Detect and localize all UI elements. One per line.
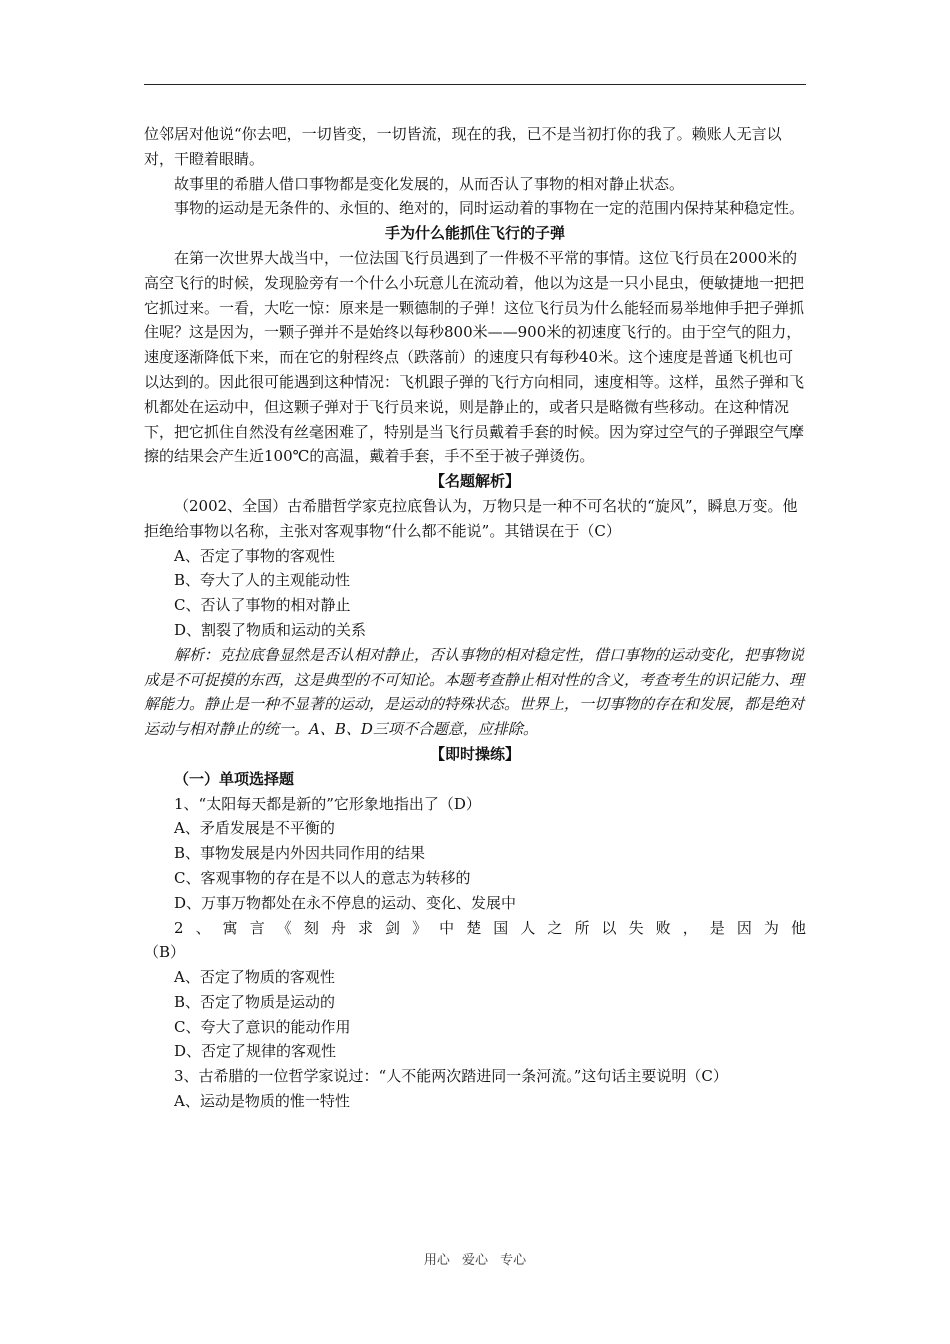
question-stem: 2、寓言《刻舟求剑》中楚国人之所以失败，是因为他 (174, 918, 806, 937)
option: C、否认了事物的相对静止 (174, 596, 351, 615)
paragraph: 位邻居对他说“你去吧，一切皆变，一切皆流，现在的我，已不是当初打你的我了。赖账人无言以对，干瞪着眼睛。 (144, 125, 782, 168)
option: A、矛盾发展是不平衡的 (174, 819, 335, 838)
option: C、夸大了意识的能动作用 (174, 1017, 351, 1036)
header-rule (144, 84, 806, 85)
subsection-title: （一）单项选择题 (174, 769, 295, 788)
option: B、夸大了人的主观能动性 (174, 571, 351, 590)
option: D、否定了规律的客观性 (174, 1042, 337, 1061)
paragraph: 故事里的希腊人借口事物都是变化发展的，从而否认了事物的相对静止状态。 (174, 174, 685, 193)
page-footer: 用心 爱心 专心 (423, 1253, 527, 1268)
option: A、运动是物质的惟一特性 (174, 1092, 350, 1111)
analysis: 解析：克拉底鲁显然是否认相对静止，否认事物的相对稳定性，借口事物的运动变化，把事物说成是不可捉摸的东西，这是典型的不可知论。本题考查静止相对性的含义，考查考生的识记能力、理解能力。静止是一种不显著的运动，是运动的特殊状态。世界上，一切事物的存在和发展，都是绝对运动与相对静止的统一。A、B、D三项不合题意，应排除。 (144, 645, 805, 739)
option: C、客观事物的存在是不以人的意志为转移的 (174, 868, 471, 887)
option: B、事物发展是内外因共同作用的结果 (174, 844, 426, 863)
document-body (144, 122, 806, 1114)
option: D、割裂了物质和运动的关系 (174, 620, 367, 639)
option: D、万事万物都处在永不停息的运动、变化、发展中 (174, 893, 517, 912)
paragraph: 事物的运动是无条件的、永恒的、绝对的，同时运动着的事物在一定的范围内保持某种稳定性。 (174, 199, 805, 218)
question-stem: 1、“太阳每天都是新的”它形象地指出了（D） (174, 794, 481, 813)
section-title: 【即时操练】 (429, 744, 520, 763)
section-title: 手为什么能抓住飞行的子弹 (384, 224, 565, 243)
option: A、否定了事物的客观性 (174, 546, 335, 565)
question-stem: 3、古希腊的一位哲学家说过：“人不能两次踏进同一条河流。”这句话主要说明（C） (174, 1067, 728, 1086)
paragraph: 在第一次世界大战当中，一位法国飞行员遇到了一件极不平常的事情。这位飞行员在2000米的高空飞行的时候，发现脸旁有一个什么小玩意儿在流动着，他以为这是一只小昆虫，便敏捷地一把把它抓过来。一看，大吃一惊：原来是一颗德制的子弹！这位飞行员为什么能轻而易举地伸手把子弹抓住呢？这是因为，一颗子弹并不是始终以每秒800米——900米的初速度飞行的。由于空气的阻力，速度逐渐降低下来，而在它的射程终点（跌落前）的速度只有每秒40米。这个速度是普通飞机也可以达到的。因此很可能遇到这种情况：飞机跟子弹的飞行方向相同，速度相等。这样，虽然子弹和飞机都处在运动中，但这颗子弹对于飞行员来说，则是静止的，或者只是略微有些移动。在这种情况下，把它抓住自然没有丝毫困难了，特别是当飞行员戴着手套的时候。因为穿过空气的子弹跟空气摩擦的结果会产生近100℃的高温，戴着手套，手不至于被子弹烫伤。 (144, 248, 805, 466)
section-title: 【名题解析】 (429, 472, 520, 491)
question-stem: （2002、全国）古希腊哲学家克拉底鲁认为，万物只是一种不可名状的“旋风”，瞬息万变。他拒绝给事物以名称，主张对客观事物“什么都不能说”。其错误在于（C） (144, 496, 798, 540)
answer: （B） (144, 943, 186, 962)
option: B、否定了物质是运动的 (174, 992, 336, 1011)
option: A、否定了物质的客观性 (174, 968, 335, 987)
